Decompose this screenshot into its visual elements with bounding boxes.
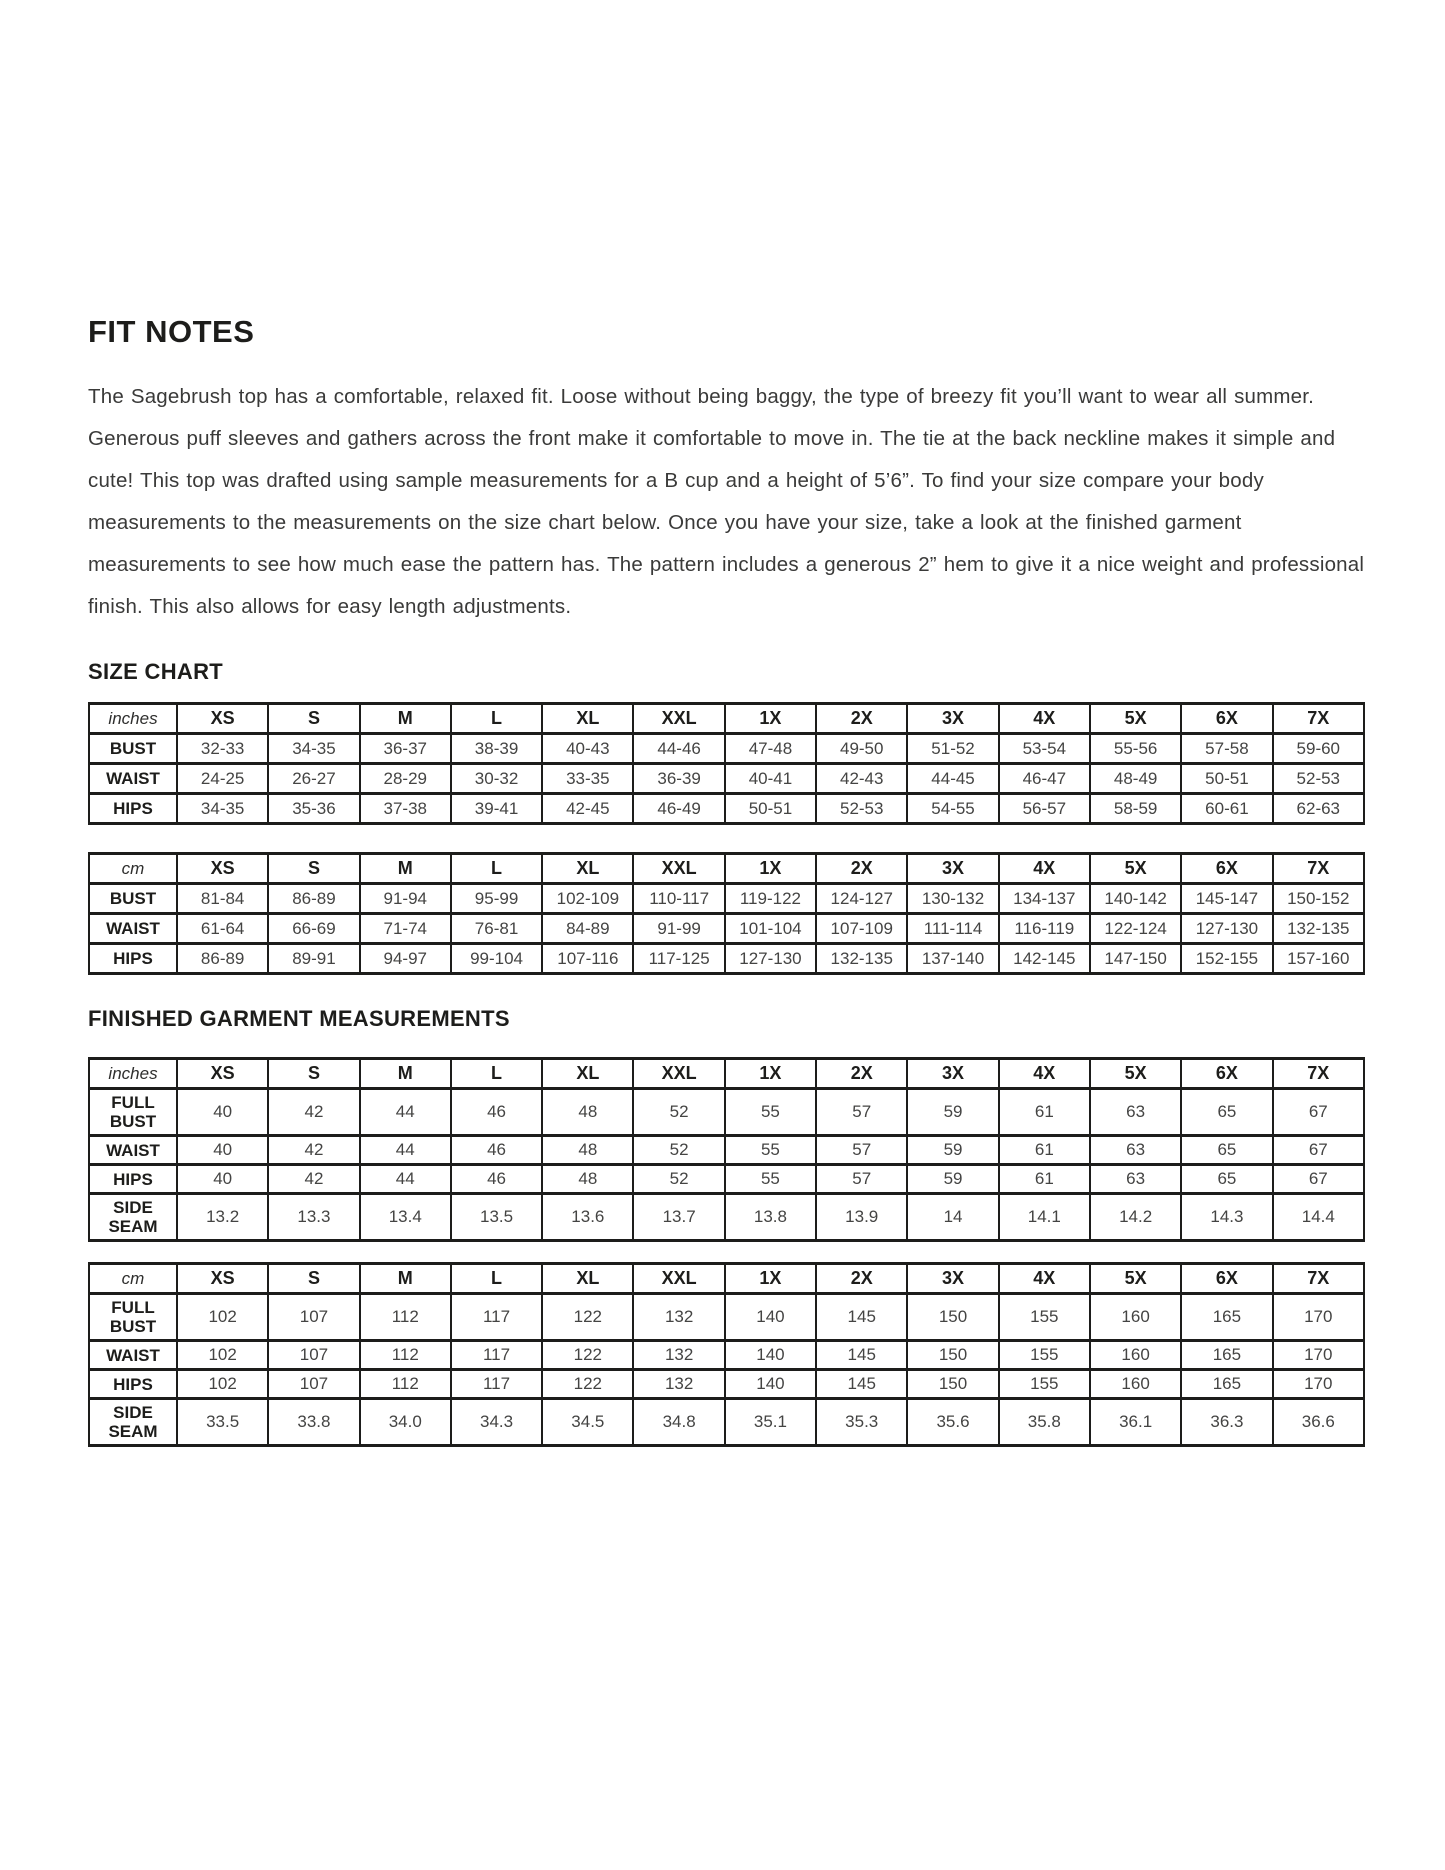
measurement-row	[89, 1136, 1364, 1165]
measurement-cell: 107	[268, 1370, 359, 1399]
measurement-cell: 52	[633, 1165, 724, 1194]
measurement-cell: 14.3	[1181, 1194, 1272, 1241]
measurement-cell: 46-49	[633, 794, 724, 824]
measurement-cell: 44	[360, 1136, 451, 1165]
measurement-row	[89, 794, 1364, 824]
measurement-cell: 33.5	[177, 1399, 268, 1446]
size-header-cell: XXL	[633, 1059, 724, 1089]
measurement-cell: 65	[1181, 1089, 1272, 1136]
size-header-cell: L	[451, 854, 542, 884]
measurement-cell: 165	[1181, 1294, 1272, 1341]
measurement-cell: 13.2	[177, 1194, 268, 1241]
measurement-cell: 57-58	[1181, 734, 1272, 764]
measurement-cell: 40	[177, 1089, 268, 1136]
size-chart-table-cm	[88, 852, 1365, 975]
measurement-cell: 91-99	[633, 914, 724, 944]
measurement-cell: 35.1	[725, 1399, 816, 1446]
size-header-cell: 3X	[907, 704, 998, 734]
measurement-cell: 140	[725, 1294, 816, 1341]
size-header-cell: 7X	[1273, 1059, 1364, 1089]
measurement-row-label: FULL BUST	[89, 1294, 177, 1341]
size-header-cell: 4X	[999, 1264, 1090, 1294]
measurement-cell: 40	[177, 1136, 268, 1165]
measurement-cell: 50-51	[725, 794, 816, 824]
measurement-cell: 117	[451, 1294, 542, 1341]
measurement-cell: 13.5	[451, 1194, 542, 1241]
measurement-cell: 33-35	[542, 764, 633, 794]
measurement-cell: 55	[725, 1165, 816, 1194]
measurement-cell: 155	[999, 1294, 1090, 1341]
measurement-cell: 14.4	[1273, 1194, 1364, 1241]
measurement-cell: 56-57	[999, 794, 1090, 824]
measurement-cell: 34.3	[451, 1399, 542, 1446]
measurement-cell: 66-69	[268, 914, 359, 944]
size-header-row	[89, 854, 1364, 884]
measurement-cell: 102	[177, 1294, 268, 1341]
measurement-row	[89, 1294, 1364, 1341]
measurement-cell: 42	[268, 1165, 359, 1194]
measurement-cell: 44-45	[907, 764, 998, 794]
measurement-cell: 132	[633, 1341, 724, 1370]
size-header-row	[89, 1264, 1364, 1294]
measurement-row-label: SIDE SEAM	[89, 1399, 177, 1446]
document-page	[88, 0, 1365, 1447]
measurement-cell: 111-114	[907, 914, 998, 944]
measurement-cell: 65	[1181, 1165, 1272, 1194]
measurement-cell: 170	[1273, 1370, 1364, 1399]
measurement-cell: 142-145	[999, 944, 1090, 974]
measurement-cell: 42-45	[542, 794, 633, 824]
measurement-cell: 49-50	[816, 734, 907, 764]
measurement-cell: 46	[451, 1165, 542, 1194]
measurement-cell: 110-117	[633, 884, 724, 914]
size-chart-table-inches	[88, 702, 1365, 825]
measurement-row	[89, 1089, 1364, 1136]
measurement-cell: 58-59	[1090, 794, 1181, 824]
measurement-cell: 160	[1090, 1294, 1181, 1341]
measurement-cell: 52	[633, 1136, 724, 1165]
measurement-cell: 34.8	[633, 1399, 724, 1446]
measurement-cell: 132	[633, 1294, 724, 1341]
measurement-cell: 107	[268, 1341, 359, 1370]
measurement-cell: 52-53	[1273, 764, 1364, 794]
measurement-cell: 61	[999, 1136, 1090, 1165]
measurement-cell: 61-64	[177, 914, 268, 944]
measurement-cell: 51-52	[907, 734, 998, 764]
measurement-cell: 60-61	[1181, 794, 1272, 824]
measurement-cell: 53-54	[999, 734, 1090, 764]
measurement-cell: 14.2	[1090, 1194, 1181, 1241]
measurement-cell: 145-147	[1181, 884, 1272, 914]
measurement-cell: 59	[907, 1165, 998, 1194]
measurement-cell: 117-125	[633, 944, 724, 974]
measurement-cell: 107-109	[816, 914, 907, 944]
measurement-row	[89, 1370, 1364, 1399]
size-header-cell: 1X	[725, 704, 816, 734]
size-header-row	[89, 704, 1364, 734]
size-header-cell: 6X	[1181, 704, 1272, 734]
measurement-cell: 48	[542, 1089, 633, 1136]
size-header-cell: 1X	[725, 1059, 816, 1089]
size-header-cell: 2X	[816, 1264, 907, 1294]
measurement-cell: 46	[451, 1136, 542, 1165]
measurement-row-label: HIPS	[89, 794, 177, 824]
size-header-cell: 3X	[907, 854, 998, 884]
measurement-cell: 57	[816, 1136, 907, 1165]
measurement-cell: 30-32	[451, 764, 542, 794]
measurement-cell: 61	[999, 1165, 1090, 1194]
measurement-row-label: SIDE SEAM	[89, 1194, 177, 1241]
size-header-cell: 5X	[1090, 1059, 1181, 1089]
measurement-cell: 34-35	[177, 794, 268, 824]
measurement-cell: 101-104	[725, 914, 816, 944]
measurement-cell: 155	[999, 1341, 1090, 1370]
size-header-cell: XXL	[633, 704, 724, 734]
unit-label-cell: inches	[89, 1059, 177, 1089]
measurement-cell: 95-99	[451, 884, 542, 914]
size-header-cell: XXL	[633, 1264, 724, 1294]
measurement-cell: 150	[907, 1370, 998, 1399]
measurement-cell: 147-150	[1090, 944, 1181, 974]
measurement-cell: 94-97	[360, 944, 451, 974]
measurement-cell: 122	[542, 1294, 633, 1341]
size-header-cell: 4X	[999, 1059, 1090, 1089]
size-header-cell: XXL	[633, 854, 724, 884]
size-header-cell: 7X	[1273, 854, 1364, 884]
measurement-cell: 145	[816, 1370, 907, 1399]
size-header-cell: 6X	[1181, 854, 1272, 884]
measurement-cell: 112	[360, 1294, 451, 1341]
measurement-row-label: WAIST	[89, 764, 177, 794]
size-header-cell: 2X	[816, 704, 907, 734]
measurement-cell: 150-152	[1273, 884, 1364, 914]
measurement-cell: 63	[1090, 1089, 1181, 1136]
measurement-cell: 33.8	[268, 1399, 359, 1446]
size-header-cell: M	[360, 854, 451, 884]
measurement-row-label: WAIST	[89, 1136, 177, 1165]
size-header-cell: S	[268, 1059, 359, 1089]
measurement-row-label: BUST	[89, 734, 177, 764]
size-header-cell: XL	[542, 1264, 633, 1294]
measurement-cell: 36-39	[633, 764, 724, 794]
measurement-cell: 46	[451, 1089, 542, 1136]
measurement-row	[89, 764, 1364, 794]
size-header-cell: XS	[177, 704, 268, 734]
measurement-cell: 48	[542, 1136, 633, 1165]
size-header-cell: XS	[177, 1059, 268, 1089]
measurement-cell: 42	[268, 1136, 359, 1165]
size-chart-heading: SIZE CHART	[88, 659, 223, 684]
size-header-cell: XS	[177, 854, 268, 884]
size-header-cell: 1X	[725, 1264, 816, 1294]
unit-label-cell: cm	[89, 1264, 177, 1294]
measurement-row	[89, 734, 1364, 764]
measurement-cell: 50-51	[1181, 764, 1272, 794]
size-header-cell: 3X	[907, 1059, 998, 1089]
measurement-cell: 59	[907, 1089, 998, 1136]
measurement-cell: 35.8	[999, 1399, 1090, 1446]
measurement-cell: 122	[542, 1370, 633, 1399]
measurement-cell: 71-74	[360, 914, 451, 944]
measurement-cell: 13.8	[725, 1194, 816, 1241]
measurement-cell: 52	[633, 1089, 724, 1136]
size-header-cell: 6X	[1181, 1059, 1272, 1089]
measurement-cell: 132-135	[1273, 914, 1364, 944]
measurement-cell: 122	[542, 1341, 633, 1370]
size-header-cell: 1X	[725, 854, 816, 884]
size-header-cell: L	[451, 704, 542, 734]
measurement-cell: 57	[816, 1165, 907, 1194]
measurement-cell: 14	[907, 1194, 998, 1241]
measurement-cell: 130-132	[907, 884, 998, 914]
measurement-cell: 157-160	[1273, 944, 1364, 974]
size-header-cell: 7X	[1273, 704, 1364, 734]
measurement-cell: 117	[451, 1370, 542, 1399]
measurement-cell: 40-41	[725, 764, 816, 794]
size-header-cell: S	[268, 854, 359, 884]
size-header-cell: 4X	[999, 854, 1090, 884]
size-header-cell: M	[360, 1059, 451, 1089]
measurement-cell: 155	[999, 1370, 1090, 1399]
measurement-cell: 13.6	[542, 1194, 633, 1241]
measurement-cell: 57	[816, 1089, 907, 1136]
measurement-cell: 152-155	[1181, 944, 1272, 974]
measurement-cell: 48	[542, 1165, 633, 1194]
measurement-cell: 13.7	[633, 1194, 724, 1241]
measurement-cell: 42	[268, 1089, 359, 1136]
measurement-cell: 132-135	[816, 944, 907, 974]
measurement-cell: 34.0	[360, 1399, 451, 1446]
measurement-cell: 55	[725, 1089, 816, 1136]
measurement-cell: 112	[360, 1370, 451, 1399]
size-header-cell: S	[268, 704, 359, 734]
size-header-cell: 2X	[816, 854, 907, 884]
measurement-cell: 61	[999, 1089, 1090, 1136]
measurement-cell: 91-94	[360, 884, 451, 914]
measurement-cell: 137-140	[907, 944, 998, 974]
measurement-cell: 86-89	[177, 944, 268, 974]
measurement-cell: 26-27	[268, 764, 359, 794]
measurement-row-label: BUST	[89, 884, 177, 914]
measurement-cell: 160	[1090, 1370, 1181, 1399]
finished-garment-tables	[88, 1057, 1365, 1447]
finished-table-cm	[88, 1262, 1365, 1447]
measurement-cell: 55	[725, 1136, 816, 1165]
measurement-cell: 44	[360, 1089, 451, 1136]
size-header-cell: 7X	[1273, 1264, 1364, 1294]
measurement-cell: 160	[1090, 1341, 1181, 1370]
measurement-cell: 65	[1181, 1136, 1272, 1165]
unit-label-cell: inches	[89, 704, 177, 734]
measurement-row-label: HIPS	[89, 944, 177, 974]
measurement-cell: 84-89	[542, 914, 633, 944]
measurement-cell: 124-127	[816, 884, 907, 914]
size-header-cell: XL	[542, 1059, 633, 1089]
measurement-cell: 150	[907, 1294, 998, 1341]
measurement-cell: 67	[1273, 1089, 1364, 1136]
measurement-cell: 44-46	[633, 734, 724, 764]
measurement-cell: 39-41	[451, 794, 542, 824]
measurement-cell: 48-49	[1090, 764, 1181, 794]
size-header-cell: M	[360, 704, 451, 734]
measurement-cell: 13.4	[360, 1194, 451, 1241]
size-header-cell: XL	[542, 854, 633, 884]
measurement-cell: 36.6	[1273, 1399, 1364, 1446]
page-title: FIT NOTES	[88, 314, 255, 349]
measurement-cell: 59	[907, 1136, 998, 1165]
measurement-cell: 107	[268, 1294, 359, 1341]
measurement-cell: 24-25	[177, 764, 268, 794]
size-header-cell: M	[360, 1264, 451, 1294]
measurement-cell: 165	[1181, 1370, 1272, 1399]
finished-table-inches	[88, 1057, 1365, 1242]
measurement-cell: 62-63	[1273, 794, 1364, 824]
measurement-cell: 81-84	[177, 884, 268, 914]
size-header-cell: 5X	[1090, 854, 1181, 884]
size-header-cell: XS	[177, 1264, 268, 1294]
measurement-cell: 102	[177, 1370, 268, 1399]
size-header-cell: S	[268, 1264, 359, 1294]
measurement-row	[89, 1165, 1364, 1194]
measurement-cell: 63	[1090, 1165, 1181, 1194]
measurement-cell: 44	[360, 1165, 451, 1194]
measurement-cell: 13.3	[268, 1194, 359, 1241]
measurement-row	[89, 1399, 1364, 1446]
size-header-cell: L	[451, 1059, 542, 1089]
measurement-row-label: HIPS	[89, 1370, 177, 1399]
measurement-cell: 102	[177, 1341, 268, 1370]
measurement-cell: 35-36	[268, 794, 359, 824]
measurement-cell: 40	[177, 1165, 268, 1194]
measurement-cell: 52-53	[816, 794, 907, 824]
measurement-cell: 145	[816, 1341, 907, 1370]
measurement-row	[89, 1194, 1364, 1241]
size-header-row	[89, 1059, 1364, 1089]
measurement-cell: 67	[1273, 1165, 1364, 1194]
measurement-cell: 36-37	[360, 734, 451, 764]
size-chart-tables	[88, 702, 1365, 975]
measurement-cell: 145	[816, 1294, 907, 1341]
size-header-cell: XL	[542, 704, 633, 734]
measurement-cell: 37-38	[360, 794, 451, 824]
measurement-row	[89, 884, 1364, 914]
measurement-cell: 38-39	[451, 734, 542, 764]
measurement-cell: 28-29	[360, 764, 451, 794]
measurement-cell: 112	[360, 1341, 451, 1370]
measurement-row-label: FULL BUST	[89, 1089, 177, 1136]
measurement-cell: 55-56	[1090, 734, 1181, 764]
measurement-row	[89, 944, 1364, 974]
measurement-cell: 13.9	[816, 1194, 907, 1241]
measurement-row	[89, 1341, 1364, 1370]
measurement-cell: 89-91	[268, 944, 359, 974]
measurement-cell: 119-122	[725, 884, 816, 914]
measurement-cell: 36.3	[1181, 1399, 1272, 1446]
measurement-cell: 150	[907, 1341, 998, 1370]
measurement-cell: 63	[1090, 1136, 1181, 1165]
measurement-cell: 134-137	[999, 884, 1090, 914]
measurement-row-label: WAIST	[89, 914, 177, 944]
measurement-cell: 59-60	[1273, 734, 1364, 764]
measurement-cell: 116-119	[999, 914, 1090, 944]
measurement-cell: 67	[1273, 1136, 1364, 1165]
measurement-cell: 165	[1181, 1341, 1272, 1370]
measurement-cell: 47-48	[725, 734, 816, 764]
size-header-cell: 6X	[1181, 1264, 1272, 1294]
measurement-cell: 170	[1273, 1294, 1364, 1341]
measurement-cell: 46-47	[999, 764, 1090, 794]
measurement-cell: 34.5	[542, 1399, 633, 1446]
size-header-cell: 3X	[907, 1264, 998, 1294]
size-header-cell: 2X	[816, 1059, 907, 1089]
measurement-cell: 140-142	[1090, 884, 1181, 914]
measurement-cell: 170	[1273, 1341, 1364, 1370]
fit-notes-paragraph: The Sagebrush top has a comfortable, relaxed fit. Loose without being baggy, the type of breezy fit you’ll want to wear all summer. Generous puff sleeves and gathers across the front make it comfortable to move in. The tie at the back neckline makes it simple and cute! This top was drafted using sample measurements for a B cup and a height of 5’6”. To find your size compare your body measurements to the measurements on the size chart below. Once you have your size, take a look at the finished garment measurements to see how much ease the pattern has. The pattern includes a generous 2” hem to give it a nice weight and professional finish. This also allows for easy length adjustments.	[88, 385, 1365, 618]
finished-garment-heading: FINISHED GARMENT MEASUREMENTS	[88, 1006, 510, 1031]
size-header-cell: 5X	[1090, 704, 1181, 734]
measurement-cell: 132	[633, 1370, 724, 1399]
measurement-cell: 127-130	[1181, 914, 1272, 944]
size-header-cell: 5X	[1090, 1264, 1181, 1294]
measurement-cell: 76-81	[451, 914, 542, 944]
measurement-cell: 40-43	[542, 734, 633, 764]
size-header-cell: 4X	[999, 704, 1090, 734]
measurement-cell: 140	[725, 1341, 816, 1370]
measurement-row	[89, 914, 1364, 944]
measurement-cell: 34-35	[268, 734, 359, 764]
measurement-cell: 102-109	[542, 884, 633, 914]
measurement-cell: 127-130	[725, 944, 816, 974]
measurement-cell: 42-43	[816, 764, 907, 794]
measurement-cell: 140	[725, 1370, 816, 1399]
size-header-cell: L	[451, 1264, 542, 1294]
measurement-cell: 86-89	[268, 884, 359, 914]
measurement-cell: 122-124	[1090, 914, 1181, 944]
measurement-cell: 32-33	[177, 734, 268, 764]
measurement-cell: 117	[451, 1341, 542, 1370]
measurement-cell: 54-55	[907, 794, 998, 824]
measurement-row-label: WAIST	[89, 1341, 177, 1370]
measurement-cell: 107-116	[542, 944, 633, 974]
measurement-row-label: HIPS	[89, 1165, 177, 1194]
measurement-cell: 35.3	[816, 1399, 907, 1446]
measurement-cell: 35.6	[907, 1399, 998, 1446]
measurement-cell: 99-104	[451, 944, 542, 974]
measurement-cell: 14.1	[999, 1194, 1090, 1241]
unit-label-cell: cm	[89, 854, 177, 884]
measurement-cell: 36.1	[1090, 1399, 1181, 1446]
